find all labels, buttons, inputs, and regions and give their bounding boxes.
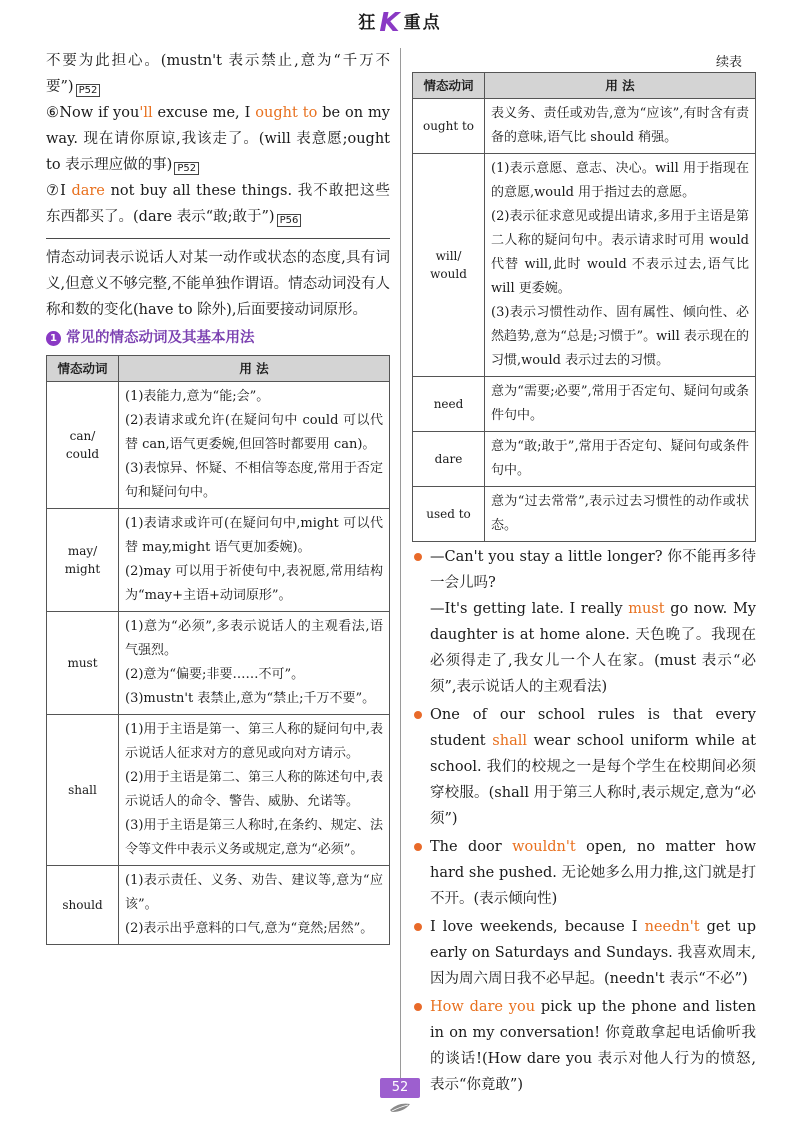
intro-paragraph: 情态动词表示说话人对某一动作或状态的态度,具有词义,但意义不够完整,不能单独作谓语。情态动词没有人称和数的变化(have to 除外),后面要接动词原形。 (46, 250, 390, 318)
highlight-word: needn't (644, 919, 700, 935)
continued-label: 续表 (716, 55, 743, 70)
usage-cell (119, 509, 390, 612)
usage-cell (485, 432, 756, 487)
modal-verb-cell (413, 99, 485, 154)
usage-item: 意为“过去常常”,表示过去习惯性的动作或状态。 (491, 494, 749, 533)
modal-verb-cell (47, 715, 119, 866)
table-row (413, 377, 756, 432)
column-divider (400, 48, 401, 1078)
modal-verb-text: should (62, 898, 103, 912)
example-question: —Can't you stay a little longer? 你不能再多待一会儿吗? (430, 549, 756, 591)
highlight-word: wouldn't (512, 839, 576, 855)
example-sentence (430, 914, 756, 992)
section-divider (46, 238, 390, 239)
section-title: 常见的情态动词及其基本用法 (66, 330, 255, 346)
modal-verb-text: will/ (435, 249, 462, 263)
modal-verb-cell (47, 509, 119, 612)
usage-item: (2)表示征求意见或提出请求,多用于主语是第二人称的疑问句中。表示请求时可用 would 代替 will,此时 would 不表示过去,语气比 will 更委婉。 (491, 209, 749, 296)
modal-verb-cell (413, 377, 485, 432)
modal-verb-cell (47, 382, 119, 509)
modal-verb-text: need (433, 397, 464, 411)
text-span: I (60, 183, 72, 199)
modal-verb-cell (413, 487, 485, 542)
example-list (412, 544, 756, 1100)
usage-item: (2)表示出乎意料的口气,意为“竟然;居然”。 (125, 921, 374, 936)
text-span: go now. My daughter is at home alone. 天色晚了。我现在必须得走了,我女儿一个人在家。(must 表示“必须”,表示说话人的主观看法) (430, 601, 756, 695)
section-heading (46, 325, 390, 351)
usage-item: (2)意为“偏要;非要……不可”。 (125, 667, 305, 682)
text-span: The door (430, 839, 513, 855)
example-item (412, 914, 756, 992)
header-k-logo: K (379, 8, 402, 38)
page-ref: P52 (76, 84, 101, 97)
highlight-word: must (628, 601, 665, 617)
table-row (413, 154, 756, 377)
paragraph-3 (46, 178, 390, 230)
table-row (47, 509, 390, 612)
usage-item: (3)表惊异、怀疑、不相信等态度,常用于否定句和疑问句中。 (125, 461, 383, 500)
modal-verb-text: may/ (67, 544, 98, 558)
bullet-dot-icon (414, 923, 422, 931)
text-span: wear school uniform while at school. 我们的校规之一是每个学生在校期间必须穿校服。(shall 用于第三人称时,表示规定,意为“必须”) (430, 733, 756, 827)
highlight-word: ought to (255, 105, 318, 121)
usage-item: (1)意为“必须”,多表示说话人的主观看法,语气强烈。 (125, 619, 383, 658)
usage-cell (119, 866, 390, 945)
modal-verb-text: dare (434, 452, 463, 466)
page-ref: P56 (277, 214, 302, 227)
table-header-row (47, 356, 390, 382)
usage-item: (1)表请求或许可(在疑问句中,might 可以代替 may,might 语气更加委婉)。 (125, 516, 383, 555)
modal-verb-text: could (65, 447, 100, 461)
text-span: be on my way. 现在请你原谅,我该走了。(will 表意愿;ought to 表示理应做的事) (46, 105, 390, 173)
usage-cell (119, 612, 390, 715)
page-ref: P52 (174, 162, 199, 175)
modal-verb-text: must (67, 656, 98, 670)
usage-item: 表义务、责任或劝告,意为“应该”,有时含有责备的意味,语气比 should 稍强。 (491, 106, 749, 145)
header-title-right: 重点 (403, 13, 442, 33)
modal-verb-text: might (64, 562, 101, 576)
table-row (47, 715, 390, 866)
modal-verb-table-continued (412, 72, 756, 542)
modal-verb-table (46, 355, 390, 945)
usage-item: (2)表请求或允许(在疑问句中 could 可以代替 can,语气更委婉,但回答时都要用 can)。 (125, 413, 383, 452)
usage-item: (2)may 可以用于祈使句中,表祝愿,常用结构为“may+主语+动词原形”。 (125, 564, 383, 603)
column-header-verb: 情态动词 (413, 73, 485, 99)
text-span: pick up the phone and listen in on my conversation! 你竟敢拿起电话偷听我的谈话!(How dare you 表示对他人行为的愤怒,表示“你竟敢”) (430, 999, 756, 1093)
example-item (412, 544, 756, 700)
usage-cell (119, 382, 390, 509)
usage-item: (2)用于主语是第二、第三人称的陈述句中,表示说话人的命令、警告、威胁、允诺等。 (125, 770, 383, 809)
highlight-word: 'll (139, 105, 153, 121)
text-span: I love weekends, because I (430, 919, 645, 935)
modal-verb-cell (413, 154, 485, 377)
text-span: One of our school rules is that every student (430, 707, 756, 749)
leaf-ornament-icon (386, 1100, 414, 1114)
example-sentence (430, 994, 756, 1098)
example-number: ⑦ (46, 183, 61, 199)
modal-verb-text: shall (68, 783, 97, 797)
modal-verb-text: can/ (69, 429, 96, 443)
modal-verb-text: ought to (422, 119, 475, 133)
example-item (412, 702, 756, 832)
modal-verb-cell (47, 866, 119, 945)
usage-item: (3)用于主语是第三人称时,在条约、规定、法令等文件中表示义务或规定,意为“必须”。 (125, 818, 383, 857)
usage-item: 意为“需要;必要”,常用于否定句、疑问句或条件句中。 (491, 384, 749, 423)
example-item (412, 994, 756, 1098)
usage-cell (485, 99, 756, 154)
table-row (413, 487, 756, 542)
example-sentence (430, 834, 756, 912)
example-sentence (430, 596, 756, 700)
text-span: excuse me, I (152, 105, 256, 121)
table-row (413, 432, 756, 487)
page-header (0, 10, 800, 42)
modal-verb-text: used to (426, 507, 471, 521)
usage-item: (1)表示责任、义务、劝告、建议等,意为“应该”。 (125, 873, 383, 912)
paragraph-1 (46, 48, 390, 100)
paragraph-1-text: 不要为此担心。(mustn't 表示禁止,意为“千万不要”) (46, 53, 390, 95)
table-row (413, 99, 756, 154)
bullet-dot-icon (414, 1003, 422, 1011)
header-title-left: 狂 (358, 13, 378, 33)
usage-cell (485, 487, 756, 542)
usage-item: (1)表示意愿、意志、决心。will 用于指现在的意愿,would 用于指过去的意愿。 (491, 161, 749, 200)
usage-item: (1)用于主语是第一、第三人称的疑问句中,表示说话人征求对方的意见或向对方请示。 (125, 722, 383, 761)
right-column-table (412, 72, 756, 542)
highlight-word: shall (492, 733, 527, 749)
example-sentence (430, 702, 756, 832)
section-number-badge: 1 (46, 331, 61, 346)
page-number: 52 (380, 1078, 420, 1098)
highlight-word: dare (71, 183, 105, 199)
left-column (46, 48, 390, 945)
modal-verb-cell (413, 432, 485, 487)
column-header-usage: 用 法 (119, 356, 390, 382)
bullet-dot-icon (414, 553, 422, 561)
example-item (412, 834, 756, 912)
table-row (47, 612, 390, 715)
usage-item: (1)表能力,意为“能;会”。 (125, 389, 270, 404)
example-number: ⑥ (46, 105, 60, 121)
paragraph-2 (46, 100, 390, 178)
table-row (47, 866, 390, 945)
header-brand (358, 8, 442, 38)
bullet-dot-icon (414, 843, 422, 851)
modal-verb-cell (47, 612, 119, 715)
usage-cell (485, 377, 756, 432)
table-header-row (413, 73, 756, 99)
modal-verb-text: would (430, 267, 467, 281)
usage-cell (119, 715, 390, 866)
highlight-word: How dare you (430, 999, 536, 1015)
text-span: —It's getting late. I really (430, 601, 629, 617)
bullet-dot-icon (414, 711, 422, 719)
text-span: not buy all these things. 我不敢把这些东西都买了。(dare 表示“敢;敢于”) (46, 183, 390, 225)
column-header-usage: 用 法 (485, 73, 756, 99)
text-span: Now if you (59, 105, 140, 121)
usage-item: (3)表示习惯性动作、固有属性、倾向性、必然趋势,意为“总是;习惯于”。will 表示现在的习惯,would 表示过去的习惯。 (491, 305, 749, 368)
usage-item: (3)mustn't 表禁止,意为“禁止;千万不要”。 (125, 691, 376, 706)
column-header-verb: 情态动词 (47, 356, 119, 382)
table-row (47, 382, 390, 509)
text-span: open, no matter how hard she pushed. 无论她多么用力推,这门就是打不开。(表示倾向性) (430, 839, 756, 907)
usage-cell (485, 154, 756, 377)
text-span: get up early on Saturdays and Sundays. 我喜欢周末,因为周六周日我不必早起。(needn't 表示“不必”) (430, 919, 756, 987)
usage-item: 意为“敢;敢于”,常用于否定句、疑问句或条件句中。 (491, 439, 749, 478)
